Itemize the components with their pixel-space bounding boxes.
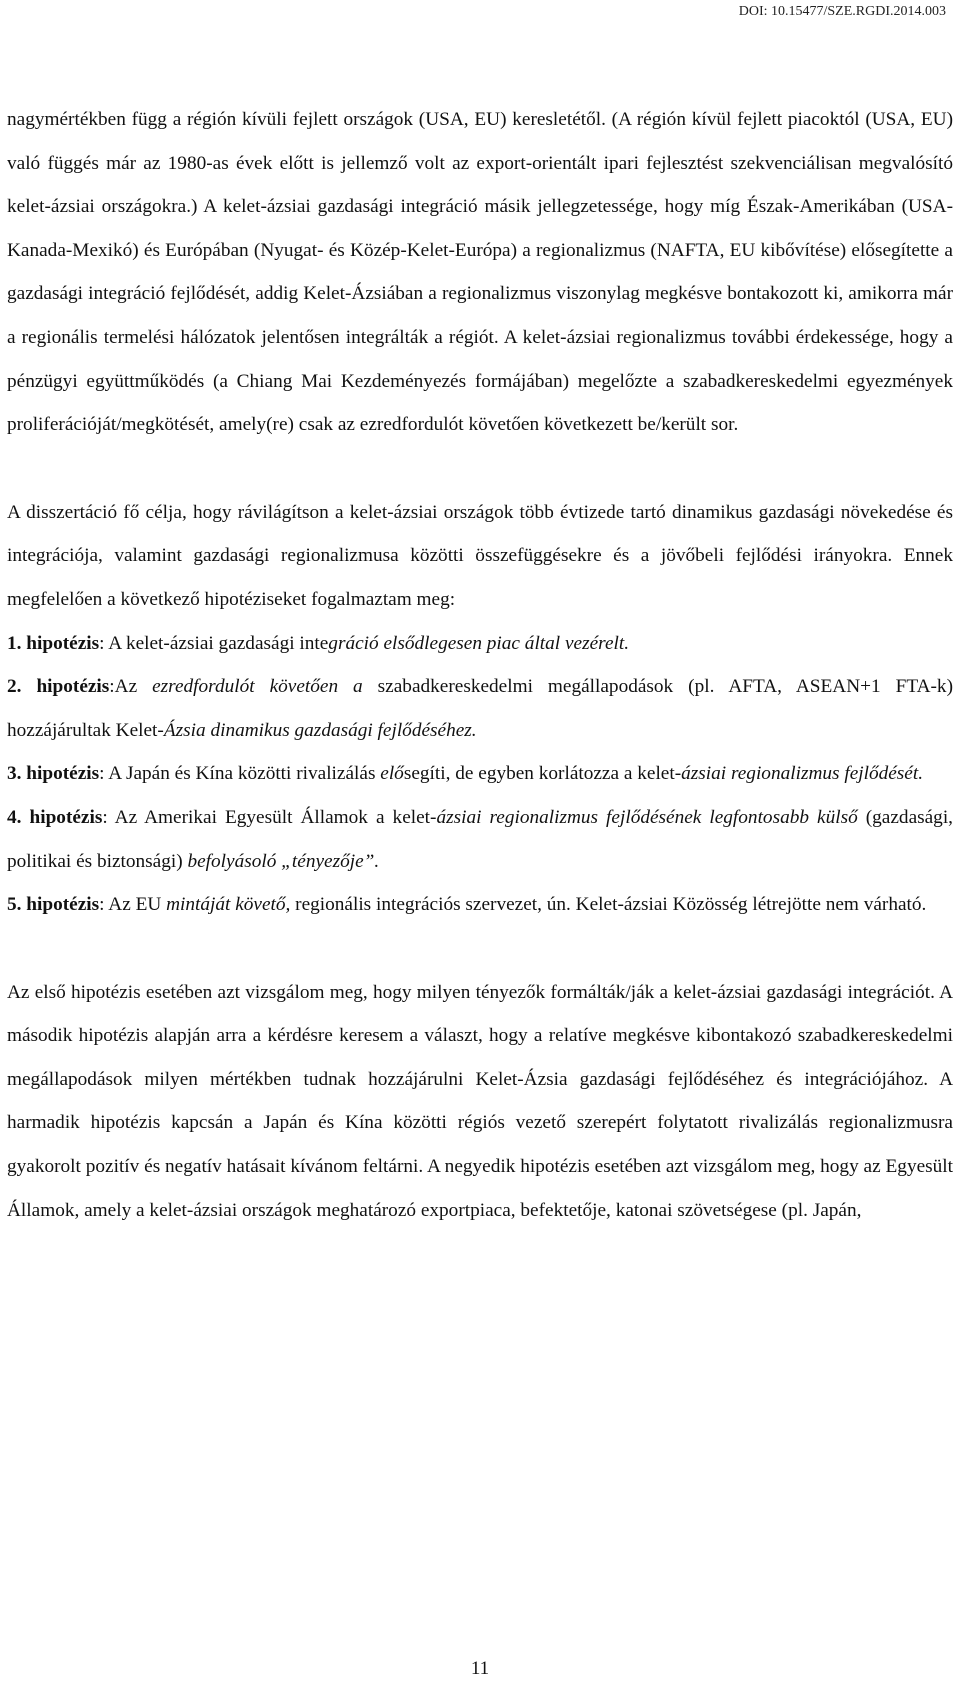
hypothesis-text-italic: ezredfordulót követően a — [152, 676, 363, 698]
hypothesis-sep: : — [109, 676, 115, 698]
document-body — [7, 98, 953, 1232]
hypothesis-number: 4. — [7, 806, 22, 828]
hypothesis-3 — [7, 752, 953, 796]
hypothesis-text: Az EU — [108, 894, 167, 916]
hypothesis-text-italic: mintáját követő, — [166, 894, 291, 916]
hypothesis-word: hipotézis — [26, 632, 100, 654]
hypothesis-text: (gazdasági, politikai és biztonsági) — [7, 806, 954, 872]
hypothesis-text-italic: ázsiai regionalizmus fejlődésének legfontosabb külső — [436, 806, 858, 828]
hypothesis-sep: : — [99, 763, 109, 785]
hypothesis-text: Az — [114, 676, 153, 698]
page-number: 11 — [470, 1658, 490, 1679]
hypothesis-number: 2. — [7, 676, 22, 698]
hypothesis-number: 5. — [7, 894, 22, 916]
hypothesis-word: hipotézis — [36, 676, 110, 698]
hypothesis-word: hipotézis — [26, 763, 100, 785]
hypothesis-text: Az Amerikai Egyesült Államok a kelet- — [114, 806, 437, 828]
hypothesis-number: 1. — [7, 632, 22, 654]
hypothesis-text: segíti, de egyben korlátozza a kelet- — [403, 763, 682, 785]
paragraph-intro: nagymértékben függ a régión kívüli fejlett országok (USA, EU) keresletétől. (A régión kívül fejlett piacoktól (USA, EU) való függés már az 1980-as évek előtt is jellemző volt az export-orientált ipari fejlesztést szekvenciálisan megvalósító kelet-ázsiai országokra.) A kelet-ázsiai gazdasági integráció másik jellegzetessége, hogy míg Észak-Amerikában (USA-Kanada-Mexikó) és Európában (Nyugat- és Közép-Kelet-Európa) a regionalizmus (NAFTA, EU kibővítése) elősegítette a gazdasági integráció fejlődését, addig Kelet-Ázsiában a regionalizmus viszonylag megkésve bontakozott ki, amikorra már a regionális termelési hálózatok jelentősen integrálták a régiót. A kelet-ázsiai regionalizmus további érdekessége, hogy a pénzügyi együttműködés (a Chiang Mai Kezdeményezés formájában) megelőzte a szabadkereskedelmi egyezmények proliferációját/megkötését, amely(re) csak az ezredfordulót követően következett be/került sor. — [7, 109, 953, 436]
hypothesis-4 — [7, 796, 953, 883]
hypothesis-word: hipotézis — [29, 806, 103, 828]
hypothesis-text-italic: Ázsia dinamikus gazdasági fejlődéséhez. — [163, 719, 477, 741]
doi-header: DOI: 10.15477/SZE.RGDI.2014.003 — [738, 4, 946, 19]
hypothesis-text: A Japán és Kína közötti rivalizálás — [108, 763, 381, 785]
hypothesis-sep: : — [99, 632, 109, 654]
hypothesis-2 — [7, 665, 953, 752]
hypothesis-1 — [7, 622, 953, 666]
hypothesis-text: A kelet-ázsiai gazdasági inte — [108, 632, 329, 654]
hypothesis-sep: : — [102, 806, 115, 828]
hypothesis-sep: : — [99, 894, 109, 916]
hypothesis-text-italic: elő — [380, 763, 404, 785]
hypothesis-text: szabadkereskedelmi megállapodások (pl. AFTA, ASEAN+1 FTA-k) hozzájárultak Kelet- — [7, 676, 953, 741]
hypothesis-text-italic: gráció elsődlegesen piac által vezérelt. — [328, 632, 630, 654]
paragraph-aim: A disszertáció fő célja, hogy rávilágítson a kelet-ázsiai országok több évtizede tartó dinamikus gazdasági növekedése és integrációja, valamint gazdasági regionalizmusa közötti összefüggésekre és a jövőbeli fejlődési irányokra. Ennek megfelelően a következő hipotéziseket fogalmaztam meg: — [7, 501, 953, 610]
hypothesis-text-italic: ázsiai regionalizmus fejlődését. — [681, 763, 924, 785]
paragraph-method: Az első hipotézis esetében azt vizsgálom meg, hogy milyen tényezők formálták/ják a kelet-ázsiai gazdasági integrációt. A második hipotézis alapján arra a kérdésre keresem a választ, hogy a relatíve megkésve kibontakozó szabadkereskedelmi megállapodások milyen mértékben tudnak hozzájárulni Kelet-Ázsia gazdasági fejlődéséhez és integrációjához. A harmadik hipotézis kapcsán a Japán és Kína közötti régiós vezető szerepért folytatott rivalizálás regionalizmusra gyakorolt pozitív és negatív hatásait kívánom feltárni. A negyedik hipotézis esetében azt vizsgálom meg, hogy az Egyesült Államok, amely a kelet-ázsiai országok meghatározó exportpiaca, befektetője, katonai szövetségese (pl. Japán, — [7, 981, 953, 1221]
hypothesis-text-italic: befolyásoló „tényezője”. — [187, 850, 380, 872]
hypothesis-number: 3. — [7, 763, 22, 785]
hypothesis-text: regionális integrációs szervezet, ún. Kelet-ázsiai Közösség létrejötte nem várható. — [290, 894, 927, 916]
hypothesis-5 — [7, 883, 953, 927]
hypothesis-word: hipotézis — [26, 894, 100, 916]
